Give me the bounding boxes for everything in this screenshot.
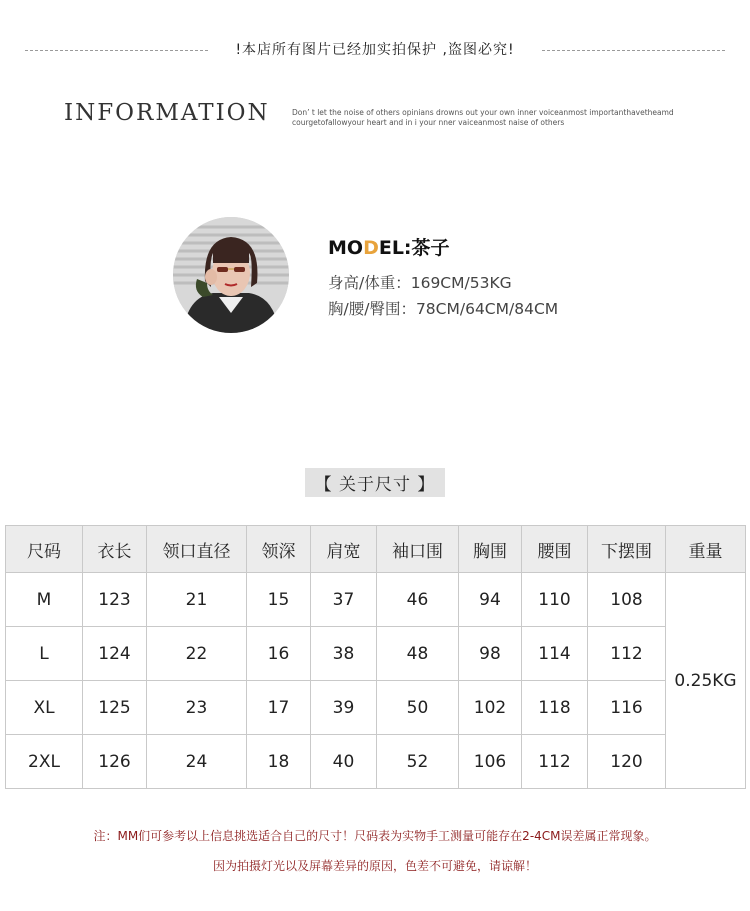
cell-neck-depth: 15 — [247, 573, 311, 627]
cell-length: 123 — [83, 573, 147, 627]
copyright-banner — [0, 36, 750, 64]
information-title: INFORMATION — [64, 100, 270, 126]
model-label-prefix: MO — [328, 237, 364, 259]
model-name: 茶子 — [411, 237, 450, 259]
header-waist: 腰围 — [522, 526, 588, 573]
model-label-suffix: EL: — [378, 237, 412, 259]
cell-neck-diameter: 24 — [147, 735, 247, 789]
model-label-accent: D — [363, 237, 379, 259]
size-table-header — [6, 526, 746, 573]
information-description — [292, 108, 712, 128]
cell-shoulder: 40 — [311, 735, 377, 789]
cell-cuff: 46 — [377, 573, 459, 627]
cell-size: 2XL — [6, 735, 83, 789]
cell-waist: 110 — [522, 573, 588, 627]
cell-hem: 108 — [588, 573, 666, 627]
cell-weight: 0.25KG — [666, 573, 746, 789]
cell-bust: 98 — [459, 627, 522, 681]
model-height-weight: 身高/体重：169CM/53KG — [328, 274, 512, 292]
header-shoulder: 肩宽 — [311, 526, 377, 573]
cell-hem: 116 — [588, 681, 666, 735]
header-cuff: 袖口围 — [377, 526, 459, 573]
header-hem: 下摆围 — [588, 526, 666, 573]
cell-shoulder: 37 — [311, 573, 377, 627]
cell-length: 125 — [83, 681, 147, 735]
cell-waist: 112 — [522, 735, 588, 789]
header-neck-diameter: 领口直径 — [147, 526, 247, 573]
cell-size: M — [6, 573, 83, 627]
model-name-line — [328, 233, 558, 260]
description-line-1: Don’ t let the noise of others opinians drowns out your own inner voiceanmost importanthavetheamd — [292, 108, 674, 117]
cell-cuff: 50 — [377, 681, 459, 735]
table-row — [6, 735, 746, 789]
cell-neck-diameter: 22 — [147, 627, 247, 681]
cell-length: 126 — [83, 735, 147, 789]
table-row — [6, 627, 746, 681]
table-row — [6, 681, 746, 735]
model-info — [328, 233, 558, 322]
cell-neck-diameter: 23 — [147, 681, 247, 735]
size-disclaimer-note: 注：MM们可参考以上信息挑选适合自己的尺寸！尺码表为实物手工测量可能存在2-4CM误差属正常现象。 — [93, 829, 657, 843]
cell-cuff: 48 — [377, 627, 459, 681]
cell-neck-depth: 18 — [247, 735, 311, 789]
header-length: 衣长 — [83, 526, 147, 573]
cell-waist: 118 — [522, 681, 588, 735]
header-bust: 胸围 — [459, 526, 522, 573]
cell-neck-depth: 16 — [247, 627, 311, 681]
cell-size: XL — [6, 681, 83, 735]
banner-divider-right — [542, 50, 725, 51]
cell-bust: 102 — [459, 681, 522, 735]
cell-neck-depth: 17 — [247, 681, 311, 735]
cell-hem: 112 — [588, 627, 666, 681]
cell-size: L — [6, 627, 83, 681]
cell-neck-diameter: 21 — [147, 573, 247, 627]
cell-waist: 114 — [522, 627, 588, 681]
cell-bust: 94 — [459, 573, 522, 627]
model-avatar — [173, 217, 289, 333]
cell-bust: 106 — [459, 735, 522, 789]
size-section-heading — [0, 468, 750, 497]
cell-shoulder: 38 — [311, 627, 377, 681]
header-neck-depth: 领深 — [247, 526, 311, 573]
cell-shoulder: 39 — [311, 681, 377, 735]
cell-length: 124 — [83, 627, 147, 681]
model-photo — [173, 217, 289, 333]
model-measurements: 胸/腰/臀围：78CM/64CM/84CM — [328, 300, 559, 318]
size-table — [5, 525, 746, 789]
table-row — [6, 573, 746, 627]
header-size: 尺码 — [6, 526, 83, 573]
description-line-2: courgetofallowyour heart and in i your nner vaiceanmost naise of others — [292, 118, 565, 127]
banner-divider-left — [25, 50, 208, 51]
color-disclaimer-note: 因为拍摄灯光以及屏幕差异的原因，色差不可避免，请谅解！ — [212, 859, 537, 873]
size-heading-label: 【 关于尺寸 】 — [305, 468, 446, 497]
cell-hem: 120 — [588, 735, 666, 789]
header-weight: 重量 — [666, 526, 746, 573]
cell-cuff: 52 — [377, 735, 459, 789]
copyright-notice: !本店所有图片已经加实拍保护 ,盗图必究! — [235, 42, 515, 58]
